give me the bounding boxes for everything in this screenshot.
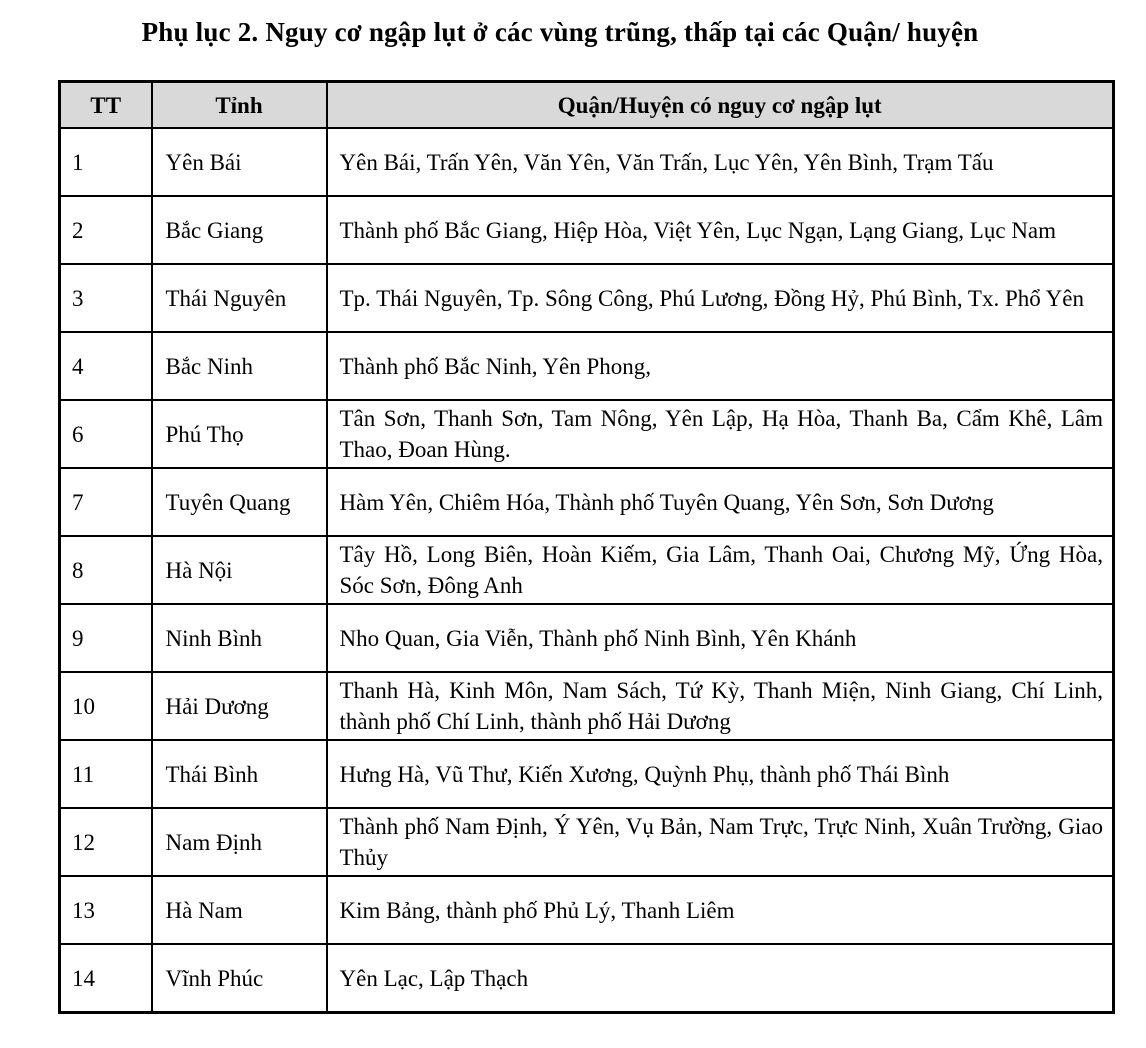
table-row [60,672,1114,740]
table-row [60,468,1114,536]
province-name: Bắc Ninh [152,332,327,400]
table-row [60,128,1114,196]
province-name: Vĩnh Phúc [152,944,327,1013]
districts-at-risk: Tp. Thái Nguyên, Tp. Sông Công, Phú Lương, Đồng Hỷ, Phú Bình, Tx. Phổ Yên [327,264,1114,332]
row-number: 4 [60,332,152,400]
table-row [60,264,1114,332]
table-row [60,196,1114,264]
header-cell-province: Tỉnh [152,82,327,129]
province-name: Phú Thọ [152,400,327,468]
header-cell-tt: TT [60,82,152,129]
districts-at-risk: Tây Hồ, Long Biên, Hoàn Kiếm, Gia Lâm, Thanh Oai, Chương Mỹ, Ứng Hòa, Sóc Sơn, Đông Anh [327,536,1114,604]
header-row [60,82,1114,129]
districts-at-risk: Kim Bảng, thành phố Phủ Lý, Thanh Liêm [327,876,1114,944]
province-name: Ninh Bình [152,604,327,672]
table-row [60,944,1114,1013]
province-name: Yên Bái [152,128,327,196]
row-number: 2 [60,196,152,264]
flood-risk-table [58,80,1115,1014]
province-name: Tuyên Quang [152,468,327,536]
districts-at-risk: Tân Sơn, Thanh Sơn, Tam Nông, Yên Lập, Hạ Hòa, Thanh Ba, Cẩm Khê, Lâm Thao, Đoan Hùng. [327,400,1114,468]
province-name: Thái Nguyên [152,264,327,332]
row-number: 3 [60,264,152,332]
row-number: 13 [60,876,152,944]
row-number: 12 [60,808,152,876]
districts-at-risk: Thành phố Bắc Giang, Hiệp Hòa, Việt Yên, Lục Ngạn, Lạng Giang, Lục Nam [327,196,1114,264]
province-name: Hải Dương [152,672,327,740]
districts-at-risk: Yên Bái, Trấn Yên, Văn Yên, Văn Trấn, Lục Yên, Yên Bình, Trạm Tấu [327,128,1114,196]
table-row [60,808,1114,876]
districts-at-risk: Nho Quan, Gia Viễn, Thành phố Ninh Bình, Yên Khánh [327,604,1114,672]
header-cell-districts: Quận/Huyện có nguy cơ ngập lụt [327,82,1114,129]
row-number: 14 [60,944,152,1013]
table-row [60,332,1114,400]
row-number: 7 [60,468,152,536]
districts-at-risk: Thành phố Nam Định, Ý Yên, Vụ Bản, Nam Trực, Trực Ninh, Xuân Trường, Giao Thủy [327,808,1114,876]
province-name: Bắc Giang [152,196,327,264]
table-row [60,876,1114,944]
table-row [60,400,1114,468]
row-number: 1 [60,128,152,196]
province-name: Nam Định [152,808,327,876]
province-name: Hà Nam [152,876,327,944]
row-number: 8 [60,536,152,604]
table-row [60,740,1114,808]
page-title: Phụ lục 2. Nguy cơ ngập lụt ở các vùng trũng, thấp tại các Quận/ huyện [141,17,979,47]
row-number: 10 [60,672,152,740]
table-body [60,128,1114,1013]
districts-at-risk: Thanh Hà, Kinh Môn, Nam Sách, Tứ Kỳ, Thanh Miện, Ninh Giang, Chí Linh, thành phố Chí Linh, thành phố Hải Dương [327,672,1114,740]
table-header [60,82,1114,129]
row-number: 11 [60,740,152,808]
province-name: Thái Bình [152,740,327,808]
districts-at-risk: Hàm Yên, Chiêm Hóa, Thành phố Tuyên Quang, Yên Sơn, Sơn Dương [327,468,1114,536]
province-name: Hà Nội [152,536,327,604]
table-row [60,604,1114,672]
row-number: 6 [60,400,152,468]
row-number: 9 [60,604,152,672]
table-row [60,536,1114,604]
districts-at-risk: Hưng Hà, Vũ Thư, Kiến Xương, Quỳnh Phụ, thành phố Thái Bình [327,740,1114,808]
districts-at-risk: Yên Lạc, Lập Thạch [327,944,1114,1013]
districts-at-risk: Thành phố Bắc Ninh, Yên Phong, [327,332,1114,400]
